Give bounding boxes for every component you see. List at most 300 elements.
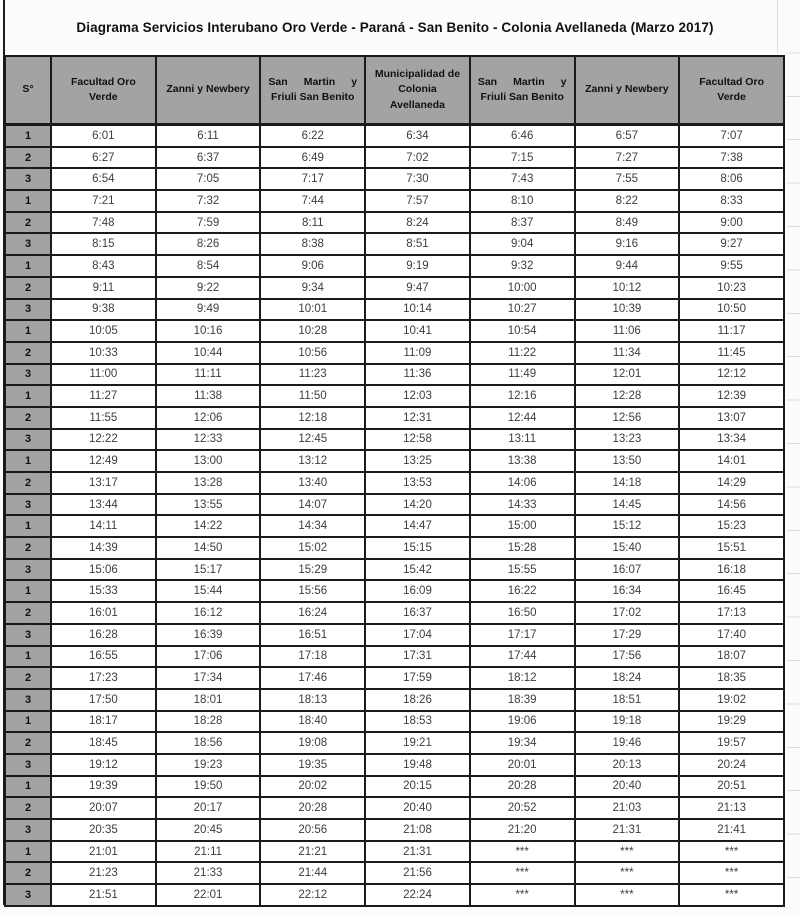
time-cell: 20:17 (156, 797, 261, 819)
time-cell: 10:01 (260, 299, 365, 321)
timetable-body (5, 125, 784, 906)
time-cell: 13:07 (679, 407, 784, 429)
time-cell: 15:42 (365, 559, 470, 581)
time-cell: 18:39 (470, 689, 575, 711)
time-cell: 10:23 (679, 277, 784, 299)
time-cell: 12:31 (365, 407, 470, 429)
time-cell: 6:22 (260, 125, 365, 147)
table-row (5, 494, 784, 516)
time-cell: 15:56 (260, 580, 365, 602)
time-cell: 9:00 (679, 212, 784, 234)
time-cell: 7:43 (470, 168, 575, 190)
time-cell: 7:02 (365, 147, 470, 169)
time-cell: 21:01 (51, 841, 156, 863)
header-row (5, 56, 784, 125)
timetable (4, 55, 785, 907)
time-cell: 11:22 (470, 342, 575, 364)
time-cell: 11:55 (51, 407, 156, 429)
time-cell: 12:22 (51, 429, 156, 451)
time-cell: 22:24 (365, 884, 470, 906)
time-cell: 10:27 (470, 299, 575, 321)
table-row (5, 385, 784, 407)
time-cell: 7:05 (156, 168, 261, 190)
time-cell: 18:28 (156, 711, 261, 733)
time-cell: 20:24 (679, 754, 784, 776)
time-cell: 12:58 (365, 429, 470, 451)
time-cell: 10:54 (470, 320, 575, 342)
time-cell: 11:49 (470, 364, 575, 386)
time-cell: 17:02 (575, 602, 680, 624)
time-cell: 16:18 (679, 559, 784, 581)
time-cell: 15:28 (470, 537, 575, 559)
time-cell: 8:11 (260, 212, 365, 234)
time-cell: 18:12 (470, 667, 575, 689)
time-cell: 18:35 (679, 667, 784, 689)
time-cell: 8:15 (51, 233, 156, 255)
time-cell: 10:16 (156, 320, 261, 342)
service-number-cell: 1 (5, 320, 51, 342)
time-cell: *** (575, 862, 680, 884)
time-cell: 10:33 (51, 342, 156, 364)
time-cell: 10:39 (575, 299, 680, 321)
time-cell: *** (679, 841, 784, 863)
table-row (5, 841, 784, 863)
time-cell: 17:34 (156, 667, 261, 689)
time-cell: 14:20 (365, 494, 470, 516)
time-cell: 9:55 (679, 255, 784, 277)
time-cell: 16:07 (575, 559, 680, 581)
time-cell: 21:23 (51, 862, 156, 884)
time-cell: 21:41 (679, 819, 784, 841)
time-cell: 10:05 (51, 320, 156, 342)
time-cell: 18:40 (260, 711, 365, 733)
time-cell: 18:24 (575, 667, 680, 689)
time-cell: *** (470, 884, 575, 906)
page-title: Diagrama Servicios Interubano Oro Verde - Paraná - San Benito - Colonia Avellaneda (Marzo 2017) (76, 19, 714, 35)
table-row (5, 342, 784, 364)
time-cell: 14:01 (679, 450, 784, 472)
time-cell: 13:40 (260, 472, 365, 494)
time-cell: 16:39 (156, 624, 261, 646)
time-cell: 11:27 (51, 385, 156, 407)
time-cell: 20:15 (365, 776, 470, 798)
time-cell: 9:11 (51, 277, 156, 299)
time-cell: 18:17 (51, 711, 156, 733)
time-cell: *** (470, 862, 575, 884)
time-cell: 9:47 (365, 277, 470, 299)
time-cell: 15:51 (679, 537, 784, 559)
time-cell: 15:33 (51, 580, 156, 602)
service-number-cell: 2 (5, 147, 51, 169)
time-cell: 8:51 (365, 233, 470, 255)
time-cell: 13:44 (51, 494, 156, 516)
service-number-cell: 3 (5, 754, 51, 776)
time-cell: 13:28 (156, 472, 261, 494)
service-number-cell: 2 (5, 277, 51, 299)
time-cell: 10:12 (575, 277, 680, 299)
time-cell: 14:07 (260, 494, 365, 516)
time-cell: 17:13 (679, 602, 784, 624)
time-cell: 12:45 (260, 429, 365, 451)
time-cell: 18:56 (156, 732, 261, 754)
time-cell: 18:45 (51, 732, 156, 754)
time-cell: 20:02 (260, 776, 365, 798)
time-cell: 16:01 (51, 602, 156, 624)
time-cell: 11:38 (156, 385, 261, 407)
time-cell: 16:09 (365, 580, 470, 602)
time-cell: 17:18 (260, 646, 365, 668)
time-cell: 12:44 (470, 407, 575, 429)
service-number-cell: 1 (5, 776, 51, 798)
time-cell: 9:44 (575, 255, 680, 277)
time-cell: 11:50 (260, 385, 365, 407)
table-row (5, 884, 784, 906)
time-cell: 22:12 (260, 884, 365, 906)
column-header: S° (5, 56, 51, 125)
table-row (5, 168, 784, 190)
time-cell: 8:22 (575, 190, 680, 212)
time-cell: 9:38 (51, 299, 156, 321)
table-row (5, 776, 784, 798)
time-cell: *** (575, 841, 680, 863)
time-cell: 7:59 (156, 212, 261, 234)
time-cell: 14:45 (575, 494, 680, 516)
table-row (5, 537, 784, 559)
time-cell: 7:32 (156, 190, 261, 212)
table-row (5, 689, 784, 711)
time-cell: 14:56 (679, 494, 784, 516)
time-cell: 18:07 (679, 646, 784, 668)
service-number-cell: 2 (5, 407, 51, 429)
column-header: Zanni y Newbery (575, 56, 680, 125)
time-cell: 21:33 (156, 862, 261, 884)
table-row (5, 407, 784, 429)
time-cell: 19:50 (156, 776, 261, 798)
service-number-cell: 1 (5, 190, 51, 212)
column-header: San Martin y Friuli San Benito (260, 56, 365, 125)
time-cell: 13:17 (51, 472, 156, 494)
time-cell: 16:22 (470, 580, 575, 602)
time-cell: 9:04 (470, 233, 575, 255)
time-cell: 13:55 (156, 494, 261, 516)
time-cell: 15:40 (575, 537, 680, 559)
time-cell: 12:28 (575, 385, 680, 407)
time-cell: 7:15 (470, 147, 575, 169)
service-number-cell: 1 (5, 125, 51, 147)
time-cell: 17:29 (575, 624, 680, 646)
time-cell: 17:46 (260, 667, 365, 689)
time-cell: 12:33 (156, 429, 261, 451)
time-cell: 19:48 (365, 754, 470, 776)
table-row (5, 472, 784, 494)
time-cell: 22:01 (156, 884, 261, 906)
time-cell: 7:07 (679, 125, 784, 147)
time-cell: 7:17 (260, 168, 365, 190)
time-cell: 14:34 (260, 515, 365, 537)
service-number-cell: 3 (5, 233, 51, 255)
table-row (5, 233, 784, 255)
time-cell: 6:46 (470, 125, 575, 147)
time-cell: 19:02 (679, 689, 784, 711)
time-cell: 21:51 (51, 884, 156, 906)
table-row (5, 364, 784, 386)
time-cell: *** (679, 862, 784, 884)
service-number-cell: 3 (5, 299, 51, 321)
time-cell: 8:54 (156, 255, 261, 277)
time-cell: 18:53 (365, 711, 470, 733)
time-cell: 15:29 (260, 559, 365, 581)
time-cell: 11:09 (365, 342, 470, 364)
service-number-cell: 1 (5, 841, 51, 863)
time-cell: 9:27 (679, 233, 784, 255)
time-cell: 21:31 (365, 841, 470, 863)
time-cell: 19:35 (260, 754, 365, 776)
service-number-cell: 2 (5, 667, 51, 689)
column-header: Municipalidad de Colonia Avellaneda (365, 56, 470, 125)
service-number-cell: 2 (5, 602, 51, 624)
time-cell: 8:26 (156, 233, 261, 255)
time-cell: 13:25 (365, 450, 470, 472)
service-number-cell: 2 (5, 342, 51, 364)
table-row (5, 646, 784, 668)
time-cell: 20:28 (470, 776, 575, 798)
service-number-cell: 1 (5, 646, 51, 668)
service-number-cell: 3 (5, 364, 51, 386)
time-cell: 14:39 (51, 537, 156, 559)
time-cell: 16:24 (260, 602, 365, 624)
time-cell: 11:36 (365, 364, 470, 386)
time-cell: 19:39 (51, 776, 156, 798)
time-cell: 6:27 (51, 147, 156, 169)
service-number-cell: 3 (5, 884, 51, 906)
time-cell: 21:44 (260, 862, 365, 884)
service-number-cell: 2 (5, 212, 51, 234)
time-cell: 6:57 (575, 125, 680, 147)
time-cell: 19:06 (470, 711, 575, 733)
time-cell: 18:13 (260, 689, 365, 711)
service-number-cell: 2 (5, 472, 51, 494)
time-cell: 7:55 (575, 168, 680, 190)
time-cell: 19:29 (679, 711, 784, 733)
table-row (5, 754, 784, 776)
time-cell: 10:41 (365, 320, 470, 342)
table-row (5, 277, 784, 299)
time-cell: 14:22 (156, 515, 261, 537)
time-cell: 7:44 (260, 190, 365, 212)
time-cell: 6:34 (365, 125, 470, 147)
service-number-cell: 2 (5, 797, 51, 819)
column-header: Facultad Oro Verde (679, 56, 784, 125)
time-cell: 8:38 (260, 233, 365, 255)
time-cell: 18:51 (575, 689, 680, 711)
time-cell: 17:56 (575, 646, 680, 668)
time-cell: 9:49 (156, 299, 261, 321)
time-cell: *** (470, 841, 575, 863)
table-row (5, 667, 784, 689)
time-cell: 13:00 (156, 450, 261, 472)
time-cell: 20:35 (51, 819, 156, 841)
time-cell: 16:50 (470, 602, 575, 624)
service-number-cell: 1 (5, 385, 51, 407)
time-cell: 21:31 (575, 819, 680, 841)
time-cell: 20:52 (470, 797, 575, 819)
time-cell: 17:50 (51, 689, 156, 711)
time-cell: 21:03 (575, 797, 680, 819)
time-cell: 19:23 (156, 754, 261, 776)
time-cell: 13:12 (260, 450, 365, 472)
time-cell: 15:55 (470, 559, 575, 581)
time-cell: 20:40 (575, 776, 680, 798)
time-cell: 17:31 (365, 646, 470, 668)
time-cell: 7:21 (51, 190, 156, 212)
time-cell: 10:28 (260, 320, 365, 342)
time-cell: 11:23 (260, 364, 365, 386)
time-cell: 17:23 (51, 667, 156, 689)
table-row (5, 559, 784, 581)
service-number-cell: 2 (5, 862, 51, 884)
time-cell: 19:08 (260, 732, 365, 754)
time-cell: 12:39 (679, 385, 784, 407)
service-number-cell: 3 (5, 168, 51, 190)
time-cell: 20:07 (51, 797, 156, 819)
time-cell: 13:23 (575, 429, 680, 451)
time-cell: *** (679, 884, 784, 906)
time-cell: 16:28 (51, 624, 156, 646)
time-cell: 19:57 (679, 732, 784, 754)
time-cell: 19:21 (365, 732, 470, 754)
time-cell: 10:50 (679, 299, 784, 321)
time-cell: 13:50 (575, 450, 680, 472)
time-cell: 13:53 (365, 472, 470, 494)
time-cell: 19:34 (470, 732, 575, 754)
service-number-cell: 1 (5, 515, 51, 537)
time-cell: 14:11 (51, 515, 156, 537)
time-cell: 18:01 (156, 689, 261, 711)
table-row (5, 797, 784, 819)
time-cell: 6:49 (260, 147, 365, 169)
time-cell: 7:48 (51, 212, 156, 234)
time-cell: 16:51 (260, 624, 365, 646)
time-cell: 17:40 (679, 624, 784, 646)
time-cell: 14:47 (365, 515, 470, 537)
table-row (5, 711, 784, 733)
time-cell: 10:00 (470, 277, 575, 299)
time-cell: 10:56 (260, 342, 365, 364)
time-cell: 17:44 (470, 646, 575, 668)
table-row (5, 320, 784, 342)
time-cell: 20:45 (156, 819, 261, 841)
time-cell: 8:06 (679, 168, 784, 190)
time-cell: 20:51 (679, 776, 784, 798)
time-cell: 14:33 (470, 494, 575, 516)
column-header: Facultad Oro Verde (51, 56, 156, 125)
column-header: San Martin y Friuli San Benito (470, 56, 575, 125)
time-cell: 21:08 (365, 819, 470, 841)
time-cell: 8:49 (575, 212, 680, 234)
time-cell: 20:01 (470, 754, 575, 776)
time-cell: 6:54 (51, 168, 156, 190)
time-cell: 8:24 (365, 212, 470, 234)
column-header: Zanni y Newbery (156, 56, 261, 125)
time-cell: 10:44 (156, 342, 261, 364)
table-row (5, 515, 784, 537)
time-cell: 14:06 (470, 472, 575, 494)
time-cell: 15:23 (679, 515, 784, 537)
service-number-cell: 3 (5, 494, 51, 516)
time-cell: 12:56 (575, 407, 680, 429)
table-row (5, 299, 784, 321)
time-cell: 17:17 (470, 624, 575, 646)
time-cell: 9:32 (470, 255, 575, 277)
table-row (5, 450, 784, 472)
time-cell: 16:34 (575, 580, 680, 602)
time-cell: 8:10 (470, 190, 575, 212)
time-cell: 10:14 (365, 299, 470, 321)
service-number-cell: 3 (5, 689, 51, 711)
time-cell: 8:43 (51, 255, 156, 277)
time-cell: 20:28 (260, 797, 365, 819)
time-cell: 15:06 (51, 559, 156, 581)
time-cell: 14:50 (156, 537, 261, 559)
time-cell: 7:30 (365, 168, 470, 190)
table-row (5, 147, 784, 169)
time-cell: 21:13 (679, 797, 784, 819)
time-cell: 11:11 (156, 364, 261, 386)
service-number-cell: 1 (5, 450, 51, 472)
time-cell: 14:18 (575, 472, 680, 494)
time-cell: 20:56 (260, 819, 365, 841)
time-cell: 8:37 (470, 212, 575, 234)
time-cell: 12:01 (575, 364, 680, 386)
time-cell: 14:29 (679, 472, 784, 494)
time-cell: 6:37 (156, 147, 261, 169)
time-cell: 7:27 (575, 147, 680, 169)
time-cell: 20:40 (365, 797, 470, 819)
table-row (5, 732, 784, 754)
table-row (5, 429, 784, 451)
time-cell: 12:03 (365, 385, 470, 407)
time-cell: 16:55 (51, 646, 156, 668)
service-number-cell: 3 (5, 429, 51, 451)
time-cell: 6:11 (156, 125, 261, 147)
time-cell: 9:22 (156, 277, 261, 299)
time-cell: 6:01 (51, 125, 156, 147)
time-cell: 12:18 (260, 407, 365, 429)
service-number-cell: 1 (5, 580, 51, 602)
time-cell: 15:12 (575, 515, 680, 537)
time-cell: 12:06 (156, 407, 261, 429)
time-cell: 16:37 (365, 602, 470, 624)
time-cell: 13:38 (470, 450, 575, 472)
service-number-cell: 3 (5, 819, 51, 841)
time-cell: 17:06 (156, 646, 261, 668)
table-row (5, 190, 784, 212)
table-row (5, 580, 784, 602)
time-cell: *** (575, 884, 680, 906)
time-cell: 15:15 (365, 537, 470, 559)
table-row (5, 602, 784, 624)
time-cell: 21:11 (156, 841, 261, 863)
table-row (5, 819, 784, 841)
time-cell: 13:11 (470, 429, 575, 451)
table-row (5, 212, 784, 234)
time-cell: 19:18 (575, 711, 680, 733)
time-cell: 13:34 (679, 429, 784, 451)
time-cell: 20:13 (575, 754, 680, 776)
time-cell: 21:21 (260, 841, 365, 863)
time-cell: 16:45 (679, 580, 784, 602)
time-cell: 15:00 (470, 515, 575, 537)
